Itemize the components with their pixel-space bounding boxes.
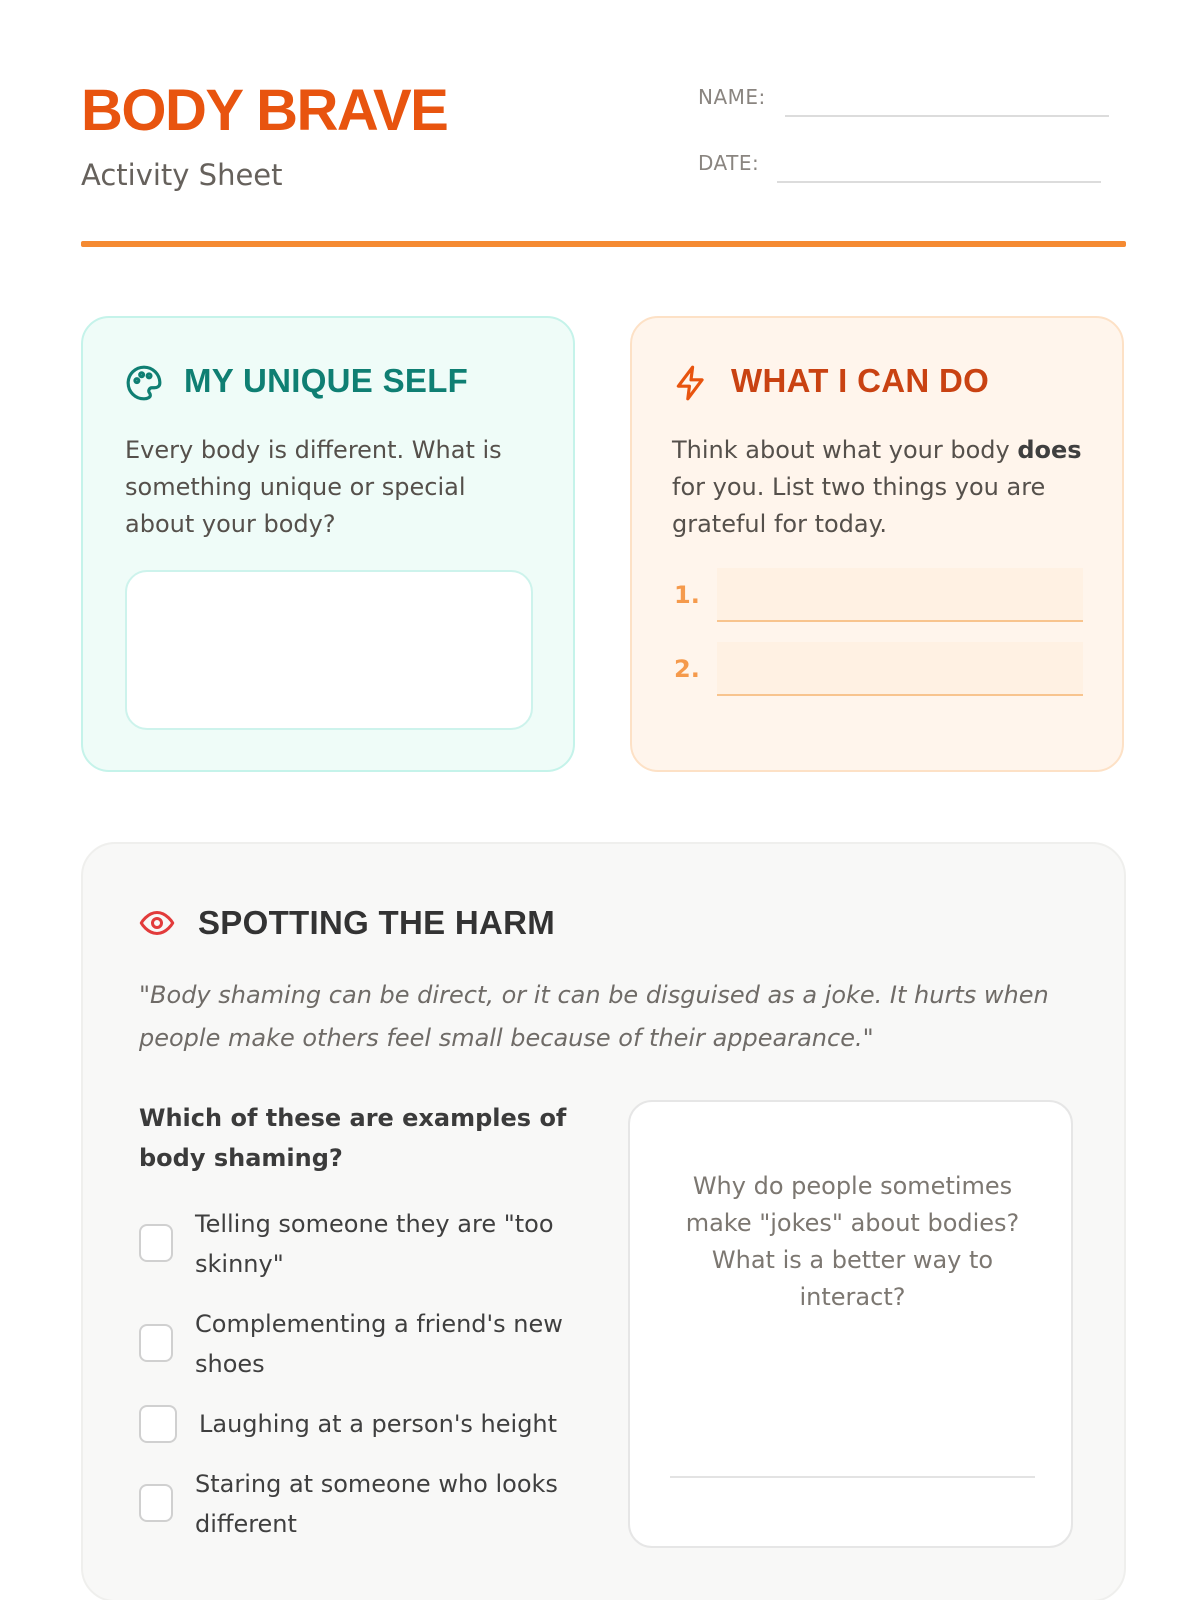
unique-self-heading: MY UNIQUE SELF bbox=[184, 362, 469, 399]
option-too-skinny[interactable] bbox=[139, 1204, 569, 1284]
gratitude-item-1 bbox=[674, 568, 1084, 622]
reflection-answer-line[interactable] bbox=[670, 1476, 1035, 1478]
palette-icon bbox=[125, 364, 163, 402]
option-checkbox[interactable] bbox=[139, 1224, 173, 1262]
date-field[interactable] bbox=[777, 181, 1101, 183]
gratitude-number: 1. bbox=[674, 581, 700, 609]
option-height[interactable] bbox=[139, 1404, 569, 1446]
option-checkbox[interactable] bbox=[139, 1405, 177, 1443]
unique-self-prompt: Every body is different. What is something unique or special about your body? bbox=[125, 436, 502, 538]
option-staring[interactable] bbox=[139, 1464, 569, 1544]
option-label: Staring at someone who looks different bbox=[195, 1470, 558, 1538]
name-field[interactable] bbox=[785, 115, 1109, 117]
reflection-box[interactable] bbox=[628, 1100, 1073, 1548]
option-label: Complementing a friend's new shoes bbox=[195, 1310, 563, 1378]
reflection-prompt: Why do people sometimes make "jokes" about bodies? What is a better way to interact? bbox=[685, 1172, 1020, 1311]
gratitude-number: 2. bbox=[674, 655, 700, 683]
lightning-icon bbox=[672, 364, 710, 402]
gratitude-field-1[interactable] bbox=[717, 568, 1083, 622]
spotting-harm-section bbox=[81, 842, 1126, 1600]
name-label: NAME: bbox=[698, 85, 766, 109]
eye-icon bbox=[137, 905, 177, 941]
option-label: Telling someone they are "too skinny" bbox=[195, 1210, 554, 1278]
body-shaming-question: Which of these are examples of body shaming? bbox=[139, 1104, 567, 1172]
what-i-can-do-heading: WHAT I CAN DO bbox=[731, 362, 990, 399]
option-checkbox[interactable] bbox=[139, 1484, 173, 1522]
harm-quote: "Body shaming can be direct, or it can be disguised as a joke. It hurts when people make others feel small because of their appearance." bbox=[139, 981, 1049, 1052]
option-new-shoes[interactable] bbox=[139, 1304, 569, 1384]
unique-self-answer-box[interactable] bbox=[125, 570, 533, 730]
worksheet-title: BODY BRAVE bbox=[81, 78, 448, 143]
gratitude-field-2[interactable] bbox=[717, 642, 1083, 696]
worksheet-subtitle: Activity Sheet bbox=[81, 158, 283, 192]
date-label: DATE: bbox=[698, 151, 760, 175]
worksheet-header bbox=[81, 60, 1126, 250]
unique-self-card bbox=[81, 316, 575, 772]
gratitude-item-2 bbox=[674, 642, 1084, 696]
spotting-harm-heading: SPOTTING THE HARM bbox=[198, 904, 556, 941]
what-i-can-do-prompt: Think about what your body does for you. List two things you are grateful for today. bbox=[672, 436, 1082, 538]
header-divider bbox=[81, 241, 1126, 247]
option-checkbox[interactable] bbox=[139, 1324, 173, 1362]
option-label: Laughing at a person's height bbox=[199, 1410, 558, 1438]
what-i-can-do-card bbox=[630, 316, 1124, 772]
